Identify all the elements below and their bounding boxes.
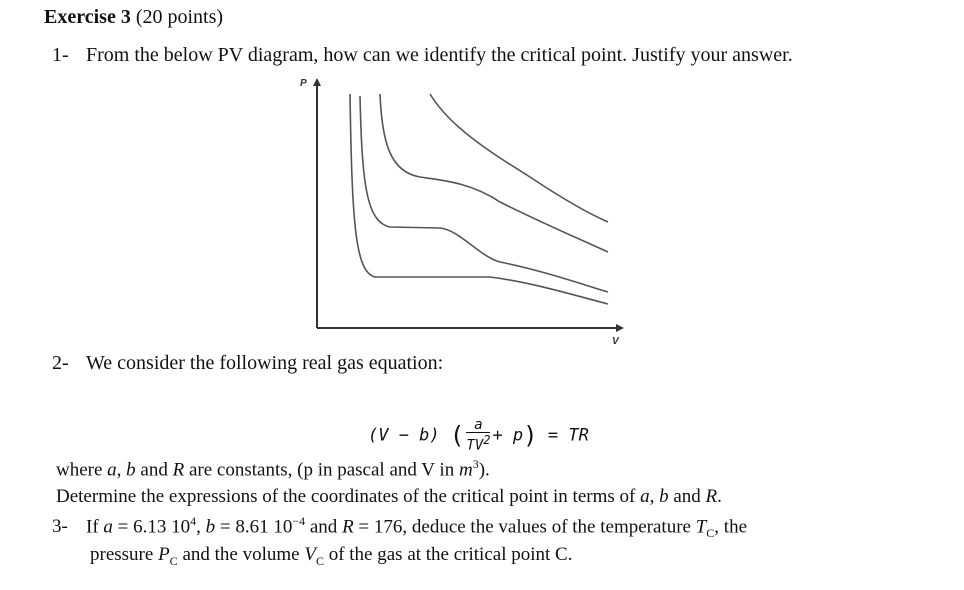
exercise-label: Exercise 3 — [44, 6, 131, 28]
close-paren: ) — [523, 421, 538, 450]
open-paren: ( — [449, 421, 465, 450]
question-1 — [52, 44, 793, 67]
isotherm-high — [430, 94, 608, 222]
pv-diagram — [290, 72, 630, 347]
exercise-points: (20 points) — [135, 6, 224, 28]
question-number: 3- — [52, 516, 68, 538]
where-line: where a, b and R are constants, (p in pascal and V in $m^3$). — [56, 457, 490, 481]
question-3-continued: pressure $P_C$ and the volume $V_C$ of the gas at the critical point C. — [90, 544, 573, 568]
question-3: 3- If a = 6.13 $10^4$, b = 8.61 $10^{-4}$ and R = 176, deduce the values of the temperature $T_C$, the — [52, 514, 748, 541]
question-2 — [52, 352, 443, 375]
question-text: From the below PV diagram, how can we identify the critical point. Justify your answer. — [86, 44, 793, 66]
isotherm-mid-low — [360, 96, 608, 292]
question-number: 1- — [52, 44, 69, 66]
question-number: 2- — [52, 352, 69, 374]
isotherm-low — [350, 94, 608, 304]
equation-plus-p: + p — [492, 425, 524, 446]
equation-lhs: (V − b) — [368, 425, 440, 446]
y-axis-label: P — [300, 78, 307, 89]
exercise-title — [44, 6, 223, 29]
equation-rhs: = TR — [547, 425, 589, 446]
x-axis-arrow — [616, 324, 624, 332]
fraction-numerator: a — [474, 417, 483, 433]
y-axis-arrow — [313, 78, 321, 86]
equation-fraction — [466, 418, 490, 453]
question-text: We consider the following real gas equation: — [86, 352, 444, 374]
x-axis-label: V — [612, 336, 619, 347]
determine-line: Determine the expressions of the coordinates of the critical point in terms of a, b and R. — [56, 486, 722, 507]
fraction-denominator: $TV^2$ — [466, 433, 491, 454]
gas-equation — [368, 418, 589, 453]
isotherm-critical — [380, 94, 608, 252]
